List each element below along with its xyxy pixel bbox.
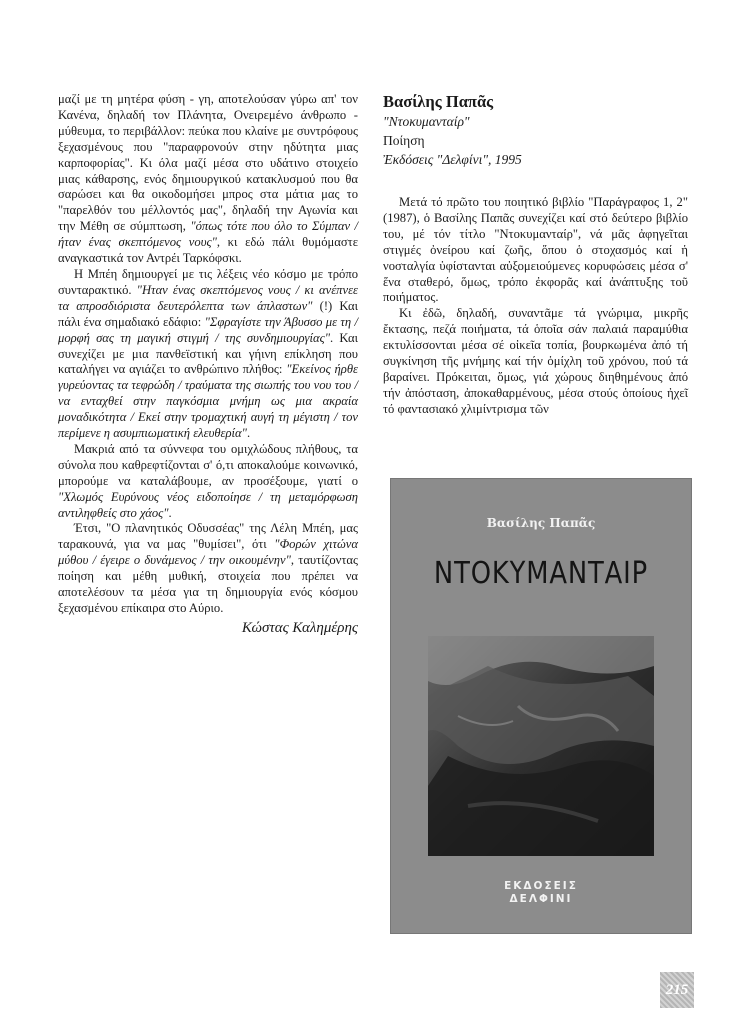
review-text bbox=[383, 195, 688, 418]
review-paragraph-1: Μετά τό πρῶτο του ποιητικό βιβλίο "Παράγραφος 1, 2" (1987), ὁ Βασίλης Παπᾶς συνεχίζει καί στό δεύτερο βιβλίο του, μέ τόν τίτλο "Ντοκυμανταίρ", νά μᾶς ἀφηγεῖται στιγμές ὀνείρου καί ζωῆς, ὅπου ὁ στοχασμός καί ἡ νοσταλγία ὑφίστανται αὐξομειούμενες κορυφώσεις μέσα σ' ἕνα σταθερό, ὅμως, τρόπο ἐκφορᾶς καί ἀνάπτυξης τοῦ ποιήματος. bbox=[383, 195, 688, 305]
cover-publisher-line-2: ΔΕΛΦΙΝΙ bbox=[509, 893, 573, 905]
page-number: 215 bbox=[660, 972, 694, 1008]
quote: "Χλωμός Ευρύνους νέος ειδοποίησε / τη μεταμόρφωση αντιληφθείς στο χάος" bbox=[58, 489, 358, 520]
text: (!) Και πάλι ένα σημαδιακό εδάφιο: bbox=[58, 298, 359, 329]
text: Έτσι, "Ο πλανητικός Οδυσσέας" της Λέλη Μπέη, μας ταρακουνά, για να μας "θυμίσει", ότι bbox=[58, 521, 358, 552]
book-publisher: Ἐκδόσεις "Δελφίνι", 1995 bbox=[383, 152, 522, 167]
cover-publisher-line-1: ΕΚΔΟΣΕΙΣ bbox=[504, 880, 578, 892]
quote: "όπως τότε που όλο το Σύμπαν / ήταν ένας σκεπτόμενος νους" bbox=[58, 219, 358, 250]
text: Η Μπέη δημιουργεί με τις λέξεις νέο κόσμο με τρόπο συνταρακτικό. bbox=[58, 266, 358, 297]
text: Μακριά από τα σύννεφα του ομιχλώδους πλήθους, τα σύνολα που καθρεφτίζονται σ' ό,τι αποκαλούμε κοινωνικό, μπορούμε να καταλάβουμε, αν προσέξουμε, γιατί ο bbox=[58, 441, 358, 488]
text: , κι εδώ πάλι θυμόμαστε αναγκαστικά τον Αντρέι Ταρκόφσκι. bbox=[58, 235, 358, 266]
text: , ταυτίζοντας ποίηση και μέθη μυθική, στοιχεία που πρέπει να αποτελέσουν τα μέσα για τη δημιουργία ενός κόσμου ξεχασμένου επίκαιρα στο Αύριο. bbox=[58, 553, 358, 615]
quote: "Εκείνος ήρθε γυρεύοντας τα τεφρώδη / τραύματα της σιωπής του νου του / να ενταχθεί στην παγκόσμια μνήμη ως μια ακραία μοναδικότητα / Εκεί στην τρομαχτική αυγή τη μέγιστη / τον περίμενε η ασυμπιωματική ελευθερία" bbox=[58, 362, 358, 441]
book-cover-image bbox=[390, 478, 692, 934]
cover-artwork bbox=[428, 636, 654, 856]
paragraph-1 bbox=[58, 92, 358, 267]
book-author: Βασίλης Παπᾶς bbox=[383, 92, 494, 111]
cover-title: ΝΤΟΚΥΜΑΝΤΑΙΡ bbox=[433, 556, 649, 591]
paragraph-3 bbox=[58, 442, 358, 522]
cover-author: Βασίλης Παπᾶς bbox=[486, 516, 596, 530]
paragraph-2 bbox=[58, 267, 358, 442]
quote: "Ηταν ένας σκεπτόμενος νους / κι ανέπνεε τα απροσδιόριστα δευτερόλεπτα των άπλαστων" bbox=[58, 282, 358, 313]
text: . bbox=[168, 505, 172, 520]
book-title: "Ντοκυμανταίρ" bbox=[383, 114, 470, 129]
right-column bbox=[383, 92, 688, 418]
paragraph-4 bbox=[58, 521, 358, 616]
text: . Και συνεχίζει με μια πανθεϊστική και γήινη επίκληση που καταλήγει να αγιάζει το ανθρώπινο πλήθος: bbox=[58, 330, 358, 377]
text: μαζί με τη μητέρα φύση - γη, αποτελούσαν γύρω απ' τον Κανένα, δηλαδή τον Πλάνητα, Ονειρεμένο άνθρωπο - μύθευμα, το περιβάλλον: πεύκα που κλαίνε με συντρόφους ξεχασμένους που "παραφρονούν στην ηδύτητα μιας καρποφορίας". Κι όλα μαζί μέσα στο υδάτινο στοιχείο μιας κάθαρσης, ενός δημιουργικού κατακλυσμού που θα σαρώσει και θα οικοδομήσει μπρος στα μάτια μας το "παρελθόν του μέλλοντός μας", δηλαδή την Αγωνία και την Μέθη σε σύμπτωση, bbox=[58, 92, 358, 234]
article-signature: Κώστας Καλημέρης bbox=[241, 619, 358, 636]
text: . bbox=[246, 426, 251, 441]
left-column bbox=[58, 92, 358, 637]
book-genre: Ποίηση bbox=[383, 133, 425, 148]
quote: "Σφραγίστε την Άβυσσο με τη / μορφή σας τη μαγική στιγμή / της συνδημιουργίας" bbox=[58, 314, 358, 345]
cover-publisher bbox=[390, 880, 692, 906]
review-paragraph-2: Κι ἐδῶ, δηλαδή, συναντᾶμε τά γνώριμα, μικρῆς ἔκτασης, πεζά ποιήματα, τά ὁποῖα σάν παλαιά παραμύθια εκτυλίσσονται μέσα σέ οἰκεῖα τοπία, βουρκωμένα ἀπό τή συγκίνηση τῆς μνήμης καί τήν ὁμίχλη τοῦ χρόνου, πού τά βαραίνει. Πρόκειται, ὅμως, γιά χώρους διηθημένους ἀπό τήν ἀπόσταση, ἀποκαθαρμένους, μέσα στούς ὁποίους ἠχεῖ τό φαντασιακό χλιμίντρισμα τῶν bbox=[383, 306, 688, 416]
quote: "Φορών χιτώνα μύθου / έγειρε ο δυνάμενος / την οικουμένην" bbox=[58, 537, 358, 568]
